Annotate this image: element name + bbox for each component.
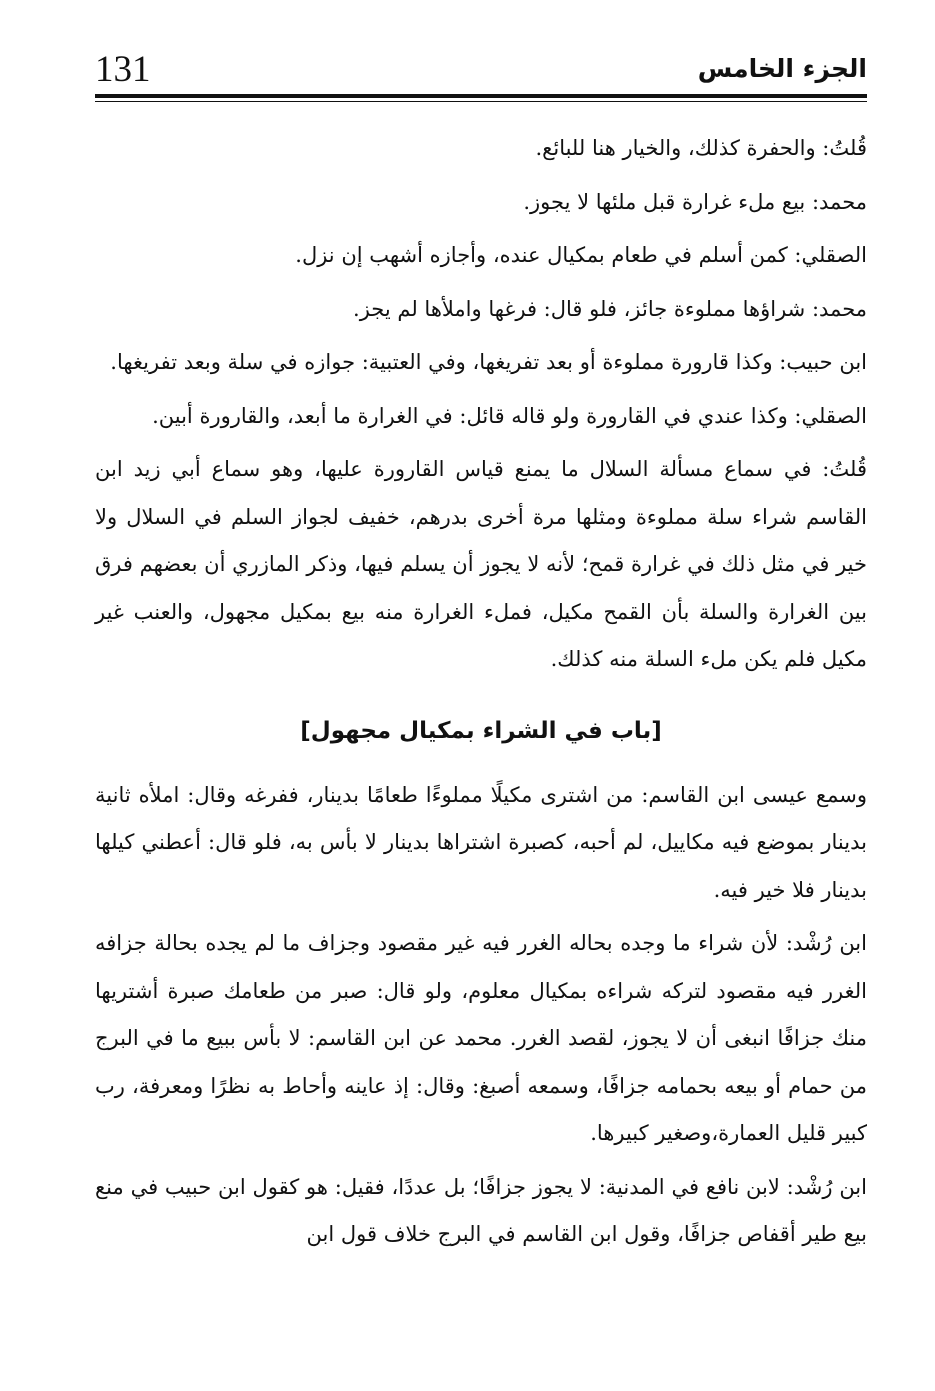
paragraph: محمد: بيع ملء غرارة قبل ملئها لا يجوز. — [523, 189, 867, 214]
paragraph: ابن رُشْد: لأن شراء ما وجده بحاله الغرر فيه غير مقصود وجزاف ما لم يجده بحالة جزافه الغرر فيه مقصود لتركه شراءه بمكيال معلوم، ولو قال: صبر من طعامك صبرة أشتريها منك جزافًا انبغى أن لا يجوز، لقصد الغرر. محمد عن ابن القاسم: لا بأس ببيع ما في البرج من حمام أو بيعه بحمامه جزافًا، وسمعه أصبغ: وقال: إذ عاينه وأحاط به نظرًا ومعرفة، رب كبير قليل العمارة،وصغير كبيرها. — [95, 931, 867, 1145]
header-rule-thick — [95, 94, 867, 98]
section-title: [باب في الشراء بمكيال مجهول] — [300, 717, 662, 744]
page-number: 131 — [95, 49, 151, 90]
page-header — [95, 38, 867, 100]
paragraph: الصقلي: كمن أسلم في طعام بمكيال عنده، وأجازه أشهب إن نزل. — [295, 243, 867, 267]
paragraph: قُلتُ: والحفرة كذلك، والخيار هنا للبائع. — [535, 136, 867, 160]
paragraph: ابن رُشْد: لابن نافع في المدنية: لا يجوز جزافًا؛ بل عددًا، فقيل: هو كقول ابن حبيب في منع بيع طير أقفاص جزافًا، وقول ابن القاسم في البرج خلاف قول ابن — [95, 1174, 867, 1246]
body-text — [95, 125, 867, 1265]
paragraph: محمد: شراؤها مملوءة جائز، فلو قال: فرغها واملأها لم يجز. — [353, 296, 867, 321]
paragraph: وسمع عيسى ابن القاسم: من اشترى مكيلًا مملوءًا طعامًا بدينار، ففرغه وقال: املأه ثانية بدينار بموضع فيه مكاييل، لم أحبه، كصبرة اشتراها بدينار لا بأس به، فلو قال: أعطني كيلها بدينار فلا خير فيه. — [95, 782, 867, 902]
header-rule-thin — [95, 101, 867, 102]
paragraph: الصقلي: وكذا عندي في القارورة ولو قاله قائل: في الغرارة ما أبعد، والقارورة أبين. — [152, 403, 867, 428]
paragraph: ابن حبيب: وكذا قارورة مملوءة أو بعد تفريغها، وفي العتبية: جوازه في سلة وبعد تفريغها. — [110, 350, 867, 374]
running-title: الجزء الخامس — [697, 54, 867, 83]
paragraph: قُلتُ: في سماع مسألة السلال ما يمنع قياس القارورة عليها، وهو سماع أبي زيد ابن القاسم شراء سلة مملوءة ومثلها مرة أخرى بدرهم، خفيف لجواز السلم في السلال ولا خير في مثل ذلك في غرارة قمح؛ لأنه لا يجوز أن يسلم فيها، وذكر المازري أن بعضهم فرق بين الغرارة والسلة بأن القمح مكيل، فملء الغرارة منه بيع بمكيل مجهول، والعنب غير مكيل فلم يكن ملء السلة منه كذلك. — [95, 457, 867, 671]
